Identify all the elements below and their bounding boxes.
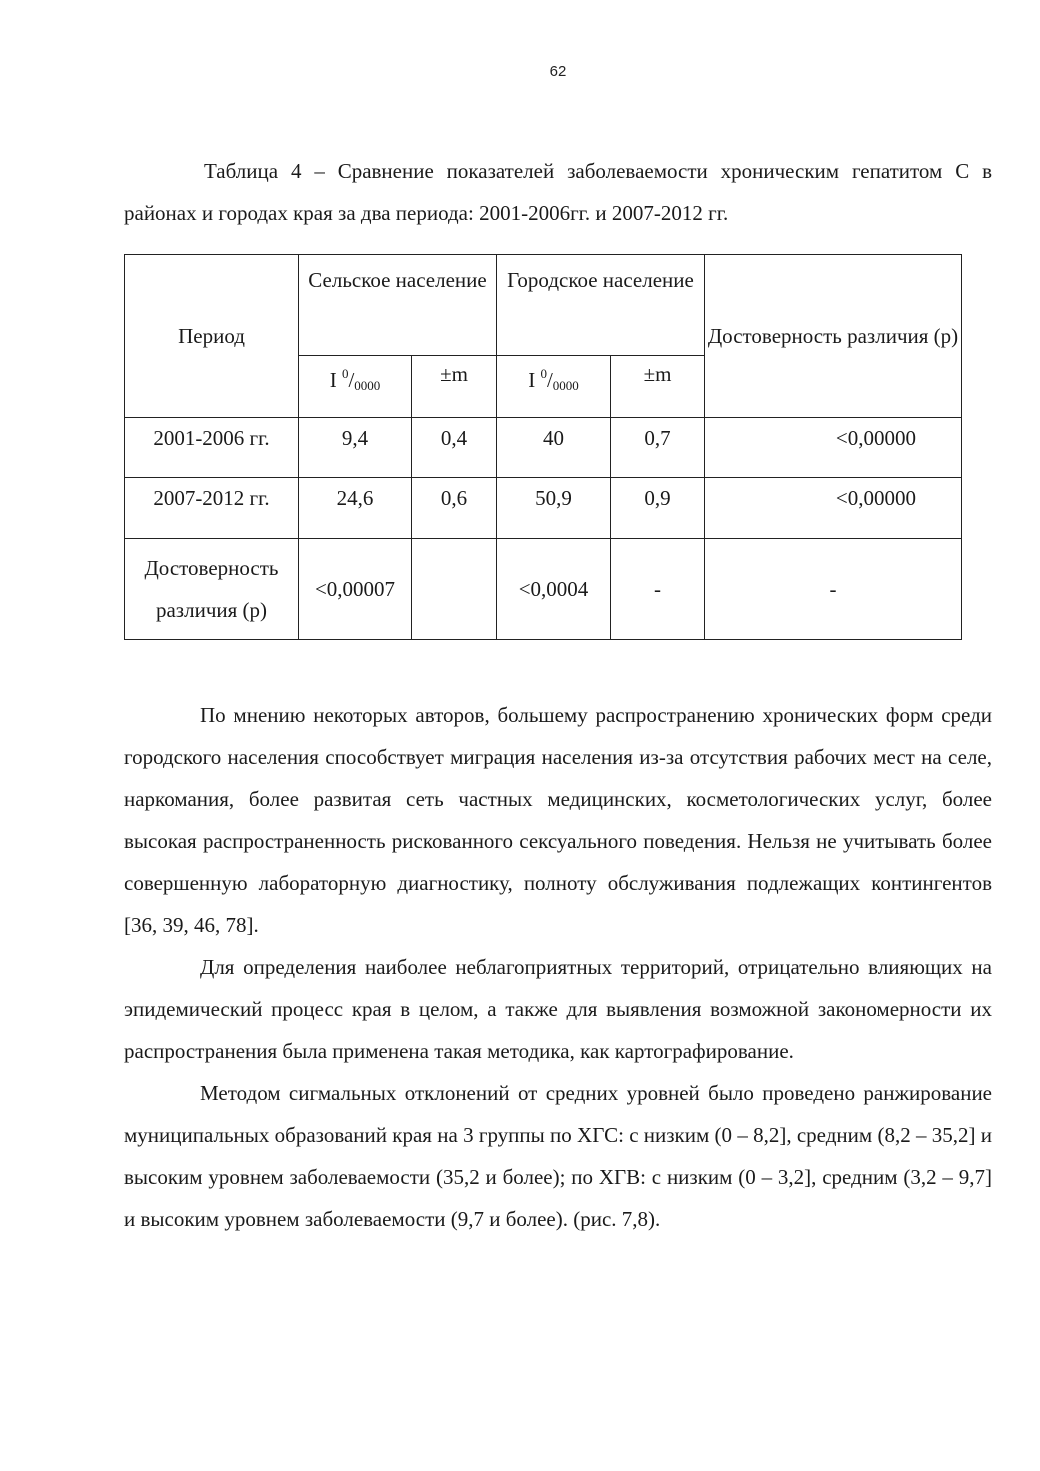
cell-urban-error: 0,9 bbox=[611, 478, 705, 539]
subheader-rural-rate: I $^0$/0000 bbox=[299, 356, 412, 418]
body-text bbox=[124, 694, 992, 1240]
cell-period: Достоверность различия (р) bbox=[125, 539, 299, 640]
page-number: 62 bbox=[549, 63, 567, 80]
paragraph: По мнению некоторых авторов, большему распространению хронических форм среди городского населения способствует миграция населения из-за отсутствия рабочих мест на селе, наркомания, более развитая сеть частных медицинских, косметологических услуг, более высокая распространенность рискованного сексуального поведения. Нельзя не учитывать более совершенную лабораторную диагностику, полноту обслуживания подлежащих контингентов [36, 39, 46, 78]. bbox=[124, 703, 992, 937]
table-row bbox=[125, 539, 962, 640]
cell-urban-error: - bbox=[611, 539, 705, 640]
header-urban: Городское население bbox=[497, 255, 705, 356]
cell-urban-rate: <0,0004 bbox=[497, 539, 611, 640]
table-header-row bbox=[125, 255, 962, 356]
paragraph: Методом сигмальных отклонений от средних уровней было проведено ранжирование муниципальных образований края на 3 группы по ХГС: с низким (0 – 8,2], средним (8,2 – 35,2] и высоким уровнем заболеваемости (35,2 и более); по ХГВ: с низким (0 – 3,2], средним (3,2 – 9,7] и высоким уровнем заболеваемости (9,7 и более). (рис. 7,8). bbox=[124, 1081, 992, 1231]
cell-urban-rate: 40 bbox=[497, 418, 611, 478]
cell-rural-rate: 24,6 bbox=[299, 478, 412, 539]
cell-significance: <0,00000 bbox=[705, 478, 962, 539]
cell-period: 2007-2012 гг. bbox=[125, 478, 299, 539]
table-caption bbox=[124, 150, 992, 234]
cell-significance: - bbox=[705, 539, 962, 640]
table-row bbox=[125, 478, 962, 539]
table-caption-text: Таблица 4 – Сравнение показателей заболеваемости хроническим гепатитом С в районах и городах края за два периода: 2001-2006гг. и 2007-2012 гг. bbox=[124, 159, 992, 225]
table-row bbox=[125, 418, 962, 478]
subheader-urban-error: ±m bbox=[611, 356, 705, 418]
incidence-comparison-table bbox=[124, 254, 962, 640]
cell-rural-rate: 9,4 bbox=[299, 418, 412, 478]
subheader-rural-error: ±m bbox=[412, 356, 497, 418]
subheader-urban-rate: I $^0$/0000 bbox=[497, 356, 611, 418]
cell-urban-rate: 50,9 bbox=[497, 478, 611, 539]
cell-rural-rate: <0,00007 bbox=[299, 539, 412, 640]
cell-rural-error: 0,6 bbox=[412, 478, 497, 539]
header-significance: Достоверность различия (р) bbox=[705, 255, 962, 418]
cell-significance: <0,00000 bbox=[705, 418, 962, 478]
paragraph: Для определения наиболее неблагоприятных территорий, отрицательно влияющих на эпидемический процесс края в целом, а также для выявления возможной закономерности их распространения была применена такая методика, как картографирование. bbox=[124, 955, 992, 1063]
header-rural: Сельское население bbox=[299, 255, 497, 356]
cell-urban-error: 0,7 bbox=[611, 418, 705, 478]
cell-rural-error bbox=[412, 539, 497, 640]
cell-period: 2001-2006 гг. bbox=[125, 418, 299, 478]
header-period: Период bbox=[125, 255, 299, 418]
cell-rural-error: 0,4 bbox=[412, 418, 497, 478]
